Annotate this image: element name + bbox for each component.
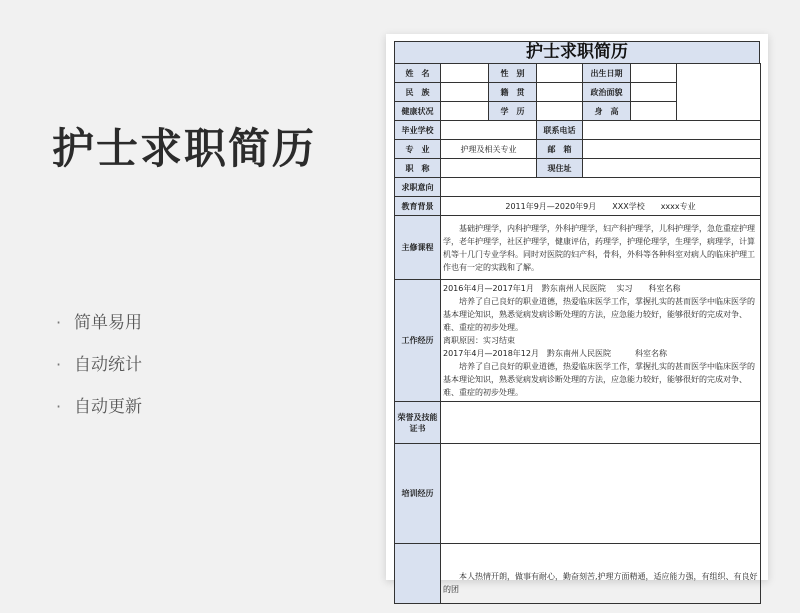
feature-label: 自动统计 xyxy=(74,355,142,375)
label-school: 毕业学校 xyxy=(395,121,441,140)
label-health: 健康状况 xyxy=(395,102,441,121)
label-contact: 联系电话 xyxy=(537,121,583,140)
bullet-icon: · xyxy=(56,355,62,374)
value-gender xyxy=(537,64,583,83)
resume-title: 护士求职简历 xyxy=(394,41,760,64)
label-courses: 主修课程 xyxy=(395,216,441,280)
value-birth xyxy=(631,64,677,83)
work-job2-desc: 培养了自己良好的职业道德，热爱临床医学工作，掌握扎实的甚而医学中临床医学的基本理论知识，熟悉觉病发病诊断处理的方法，应急能力较好，能够很好的完成对争、难、重症的初步处理。 xyxy=(443,362,755,397)
bullet-icon: · xyxy=(56,313,62,332)
label-post: 职 称 xyxy=(395,159,441,178)
value-major: 护理及相关专业 xyxy=(441,140,537,159)
value-degree xyxy=(537,102,583,121)
resume-document-preview xyxy=(386,34,768,594)
value-post xyxy=(441,159,537,178)
label-address: 现住址 xyxy=(537,159,583,178)
value-school xyxy=(441,121,537,140)
self-eval-paragraph: 本人热情开朗，做事有耐心，勤奋刻苦,护理方面精通，适应能力强，有组织、有良好的团 xyxy=(443,571,758,594)
label-origin: 籍 贯 xyxy=(489,83,537,102)
work-job1-header: 2016年4月—2017年1月 黔东南州人民医院 实习 科室名称 xyxy=(443,284,681,293)
courses-paragraph: 基础护理学，内科护理学，外科护理学，妇产科护理学，儿科护理学，急危重症护理学，老年护理学，社区护理学，健康评估，药理学，护理伦理学，生理学，病理学，计算机等十几门专业学科。同时对医院的妇产科，骨科，外科等各种科室对病人的临床护理工作也有一定的实践和了解。 xyxy=(443,223,755,272)
label-political: 政治面貌 xyxy=(583,83,631,102)
value-courses xyxy=(441,216,761,280)
value-ethnic xyxy=(441,83,489,102)
work-job2-header: 2017年4月—2018年12月 黔东南州人民医院 科室名称 xyxy=(443,349,667,358)
feature-item xyxy=(56,394,142,436)
work-job1-leave: 离职原因：实习结束 xyxy=(443,336,515,345)
label-intent: 求职意向 xyxy=(395,178,441,197)
label-email: 邮 箱 xyxy=(537,140,583,159)
feature-list xyxy=(56,310,142,436)
label-self-eval xyxy=(395,544,441,604)
label-height: 身 高 xyxy=(583,102,631,121)
label-name: 姓 名 xyxy=(395,64,441,83)
feature-item xyxy=(56,310,142,352)
value-political xyxy=(631,83,677,102)
hero-title: 护士求职简历 xyxy=(52,124,317,173)
label-major: 专 业 xyxy=(395,140,441,159)
value-intent xyxy=(441,178,761,197)
label-gender: 性 别 xyxy=(489,64,537,83)
resume-table xyxy=(394,63,761,604)
label-education: 教育背景 xyxy=(395,197,441,216)
work-job1-desc: 培养了自己良好的职业道德，热爱临床医学工作，掌握扎实的甚而医学中临床医学的基本理论知识，熟悉觉病发病诊断处理的方法，应急能力较好，能够很好的完成对争、难、重症的初步处理。 xyxy=(443,297,755,332)
value-work xyxy=(441,280,761,402)
bullet-icon: · xyxy=(56,397,62,416)
value-height xyxy=(631,102,677,121)
feature-label: 自动更新 xyxy=(74,397,142,417)
value-address xyxy=(583,159,761,178)
label-ethnic: 民 族 xyxy=(395,83,441,102)
value-contact xyxy=(583,121,761,140)
value-honors xyxy=(441,402,761,444)
value-origin xyxy=(537,83,583,102)
value-health xyxy=(441,102,489,121)
value-education: 2011年9月—2020年9月 XXX学校 xxxx专业 xyxy=(441,197,761,216)
label-work: 工作经历 xyxy=(395,280,441,402)
feature-label: 简单易用 xyxy=(74,313,142,333)
value-training xyxy=(441,444,761,544)
value-name xyxy=(441,64,489,83)
feature-item xyxy=(56,352,142,394)
label-degree: 学 历 xyxy=(489,102,537,121)
label-birth: 出生日期 xyxy=(583,64,631,83)
value-self-eval xyxy=(441,544,761,604)
label-training: 培训经历 xyxy=(395,444,441,544)
label-honors: 荣誉及技能证书 xyxy=(395,402,441,444)
value-email xyxy=(583,140,761,159)
photo-cell xyxy=(677,64,761,121)
